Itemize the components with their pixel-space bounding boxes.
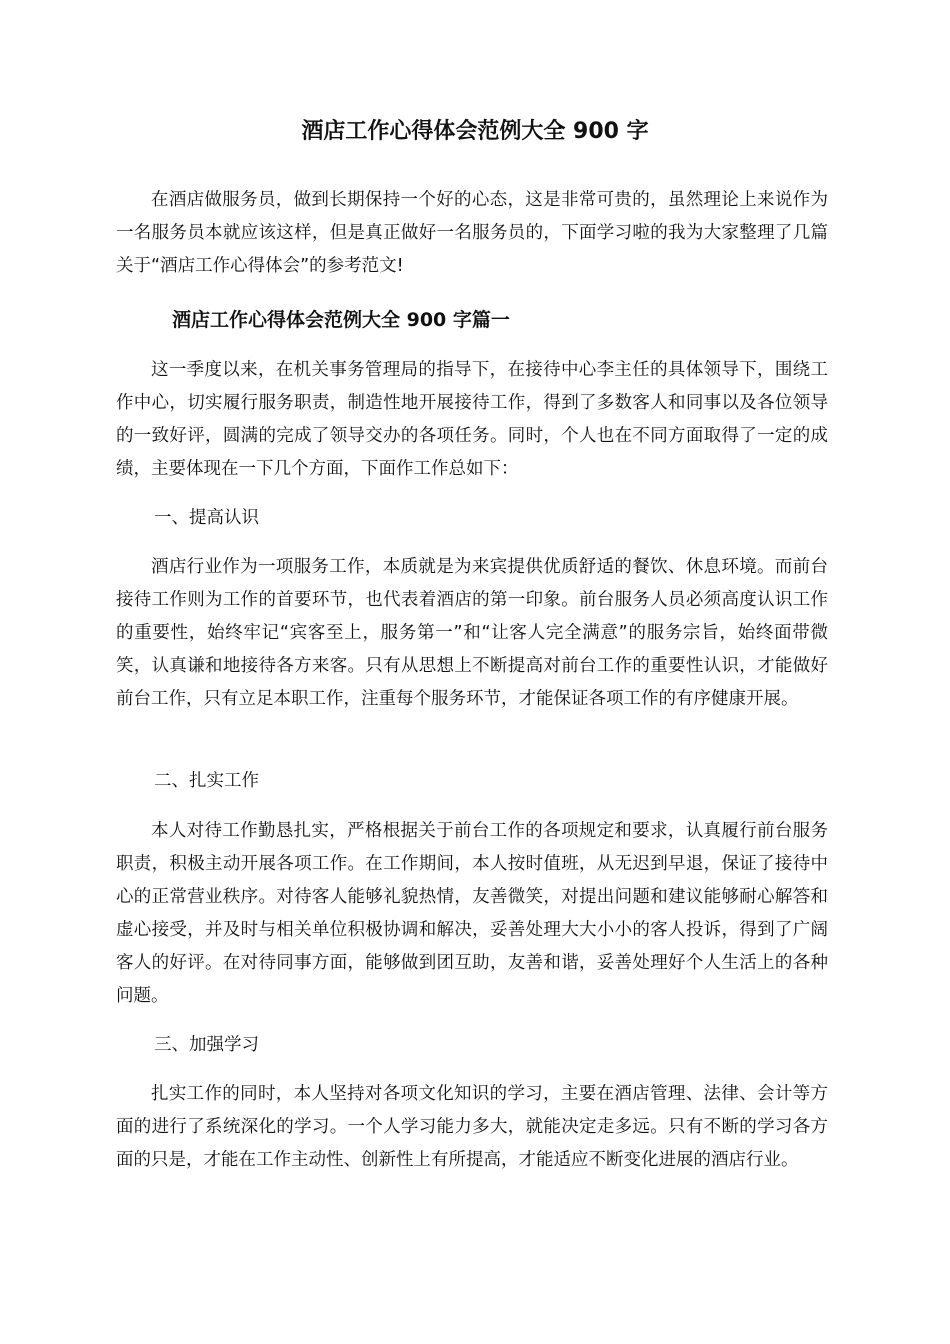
paragraph-overview: 这一季度以来，在机关事务管理局的指导下，在接待中心李主任的具体领导下，围绕工作中心，切实履行服务职责，制造性地开展接待工作，得到了多数客人和同事以及各位领导的一致好评，圆满的完成了领导交办的各项任务。同时，个人也在不同方面取得了一定的成绩，主要体现在一下几个方面，下面作工作总如下：	[116, 360, 828, 479]
heading-strengthen-study: 三、加强学习	[154, 1035, 259, 1055]
document-title: 酒店工作心得体会范例大全 900 字	[301, 119, 649, 144]
intro-paragraph: 在酒店做服务员，做到长期保持一个好的心态，这是非常可贵的，虽然理论上来说作为一名服务员本就应该这样，但是真正做好一名服务员的，下面学习啦的我为大家整理了几篇关于“酒店工作心得体会”的参考范文!	[116, 190, 828, 276]
paragraph-solid-work: 本人对待工作勤恳扎实，严格根据关于前台工作的各项规定和要求，认真履行前台服务职责，积极主动开展各项工作。在工作期间，本人按时值班，从无迟到早退，保证了接待中心的正常营业秩序。对待客人能够礼貌热情，友善微笑，对提出问题和建议能够耐心解答和虚心接受，并及时与相关单位积极协调和解决，妥善处理大大小小的客人投诉，得到了广阔客人的好评。在对待同事方面，能够做到团互助，友善和谐，妥善处理好个人生活上的各种问题。	[116, 821, 828, 1006]
heading-improve-awareness: 一、提高认识	[154, 508, 259, 528]
section-title: 酒店工作心得体会范例大全 900 字篇一	[172, 309, 510, 331]
paragraph-study: 扎实工作的同时，本人坚持对各项文化知识的学习，主要在酒店管理、法律、会计等方面的进行了系统深化的学习。一个人学习能力多大，就能决定走多远。只有不断的学习各方面的只是，才能在工作主动性、创新性上有所提高，才能适应不断变化进展的酒店行业。	[116, 1084, 828, 1170]
paragraph-awareness: 酒店行业作为一项服务工作，本质就是为来宾提供优质舒适的餐饮、休息环境。而前台接待工作则为工作的首要环节，也代表着酒店的第一印象。前台服务人员必须高度认识工作的重要性，始终牢记“宾客至上，服务第一”和“让客人完全满意”的服务宗旨，始终面带微笑，认真谦和地接待各方来客。只有从思想上不断提高对前台工作的重要性认识，才能做好前台工作，只有立足本职工作，注重每个服务环节，才能保证各项工作的有序健康开展。	[116, 557, 828, 709]
heading-solid-work: 二、扎实工作	[154, 771, 259, 791]
